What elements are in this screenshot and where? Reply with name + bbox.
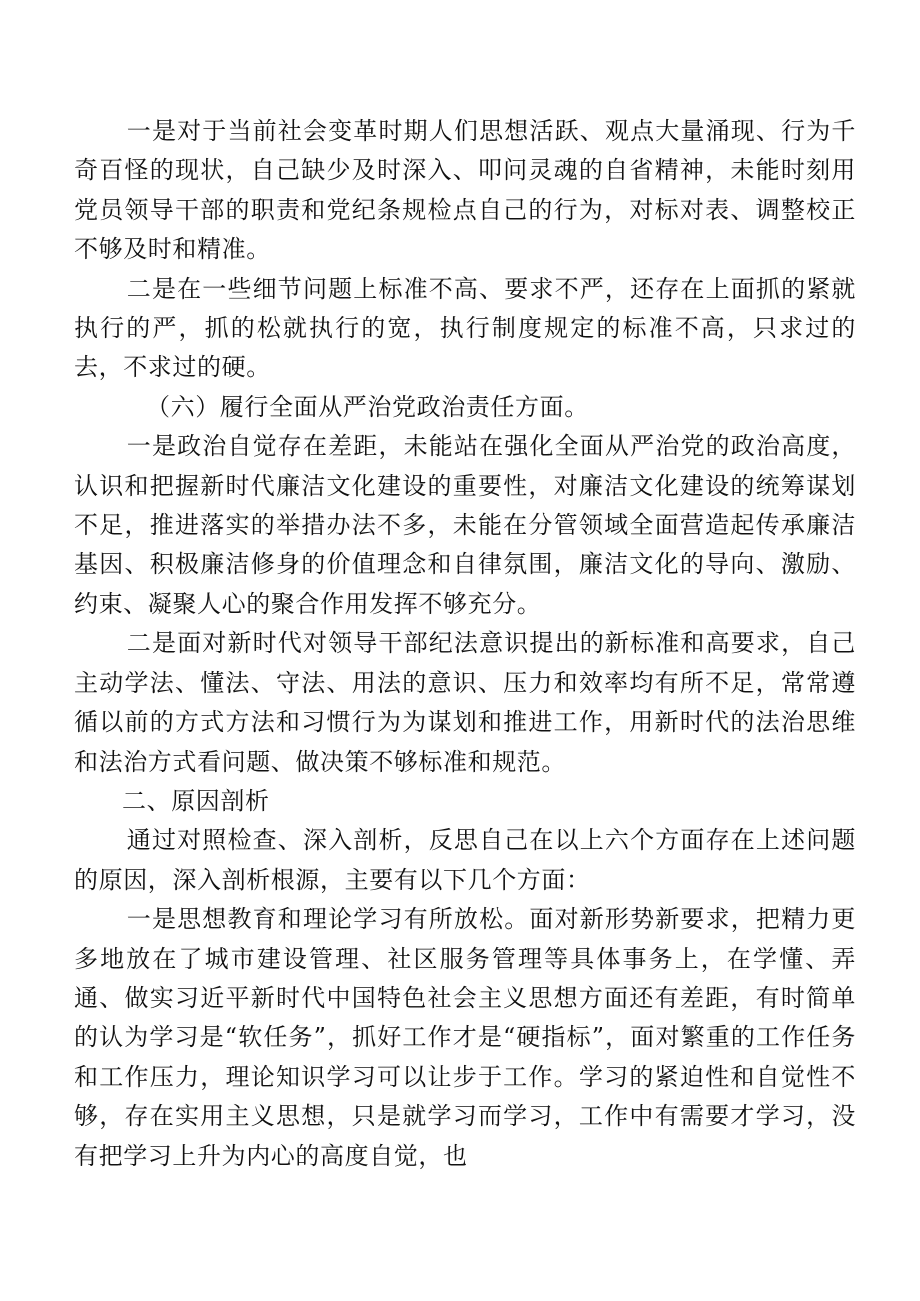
paragraph-1: 一是对于当前社会变革时期人们思想活跃、观点大量涌现、行为千奇百怪的现状，自己缺少及时深入、叩问灵魂的自省精神，未能时刻用党员领导干部的职责和党纪条规检点自己的行为，对标对表、调整校正不够及时和精准。 (74, 117, 856, 264)
paragraph-6: 一是思想教育和理论学习有所放松。面对新形势新要求，把精力更多地放在了城市建设管理、社区服务管理等具体事务上，在学懂、弄通、做实习近平新时代中国特色社会主义思想方面还有差距，有时简单的认为学习是“软任务”，抓好工作才是“硬指标”，面对繁重的工作任务和工作压力，理论知识学习可以让步于工作。学习的紧迫性和自觉性不够，存在实用主义思想，只是就学习而学习，工作中有需要才学习，没有把学习上升为内心的高度自觉，也 (74, 905, 856, 1170)
paragraph-5: 通过对照检查、深入剖析，反思自己在以上六个方面存在上述问题的原因，深入剖析根源，主要有以下几个方面： (74, 826, 856, 894)
paragraph-2: 二是在一些细节问题上标准不高、要求不严，还存在上面抓的紧就执行的严，抓的松就执行的宽，执行制度规定的标准不高，只求过的去，不求过的硬。 (74, 274, 856, 382)
section-heading-6: （六）履行全面从严治党政治责任方面。 (146, 392, 589, 421)
paragraph-4: 二是面对新时代对领导干部纪法意识提出的新标准和高要求，自己主动学法、懂法、守法、用法的意识、压力和效率均有所不足，常常遵循以前的方式方法和习惯行为为谋划和推进工作，用新时代的法治思维和法治方式看问题、做决策不够标准和规范。 (74, 629, 856, 776)
paragraph-3: 一是政治自觉存在差距，未能站在强化全面从严治党的政治高度，认识和把握新时代廉洁文化建设的重要性，对廉洁文化建设的统筹谋划不足，推进落实的举措办法不多，未能在分管领域全面营造起传承廉洁基因、积极廉洁修身的价值理念和自律氛围，廉洁文化的导向、激励、约束、凝聚人心的聚合作用发挥不够充分。 (74, 432, 856, 618)
document-body (74, 112, 856, 1176)
section-heading-cause-analysis: 二、原因剖析 (122, 786, 270, 815)
